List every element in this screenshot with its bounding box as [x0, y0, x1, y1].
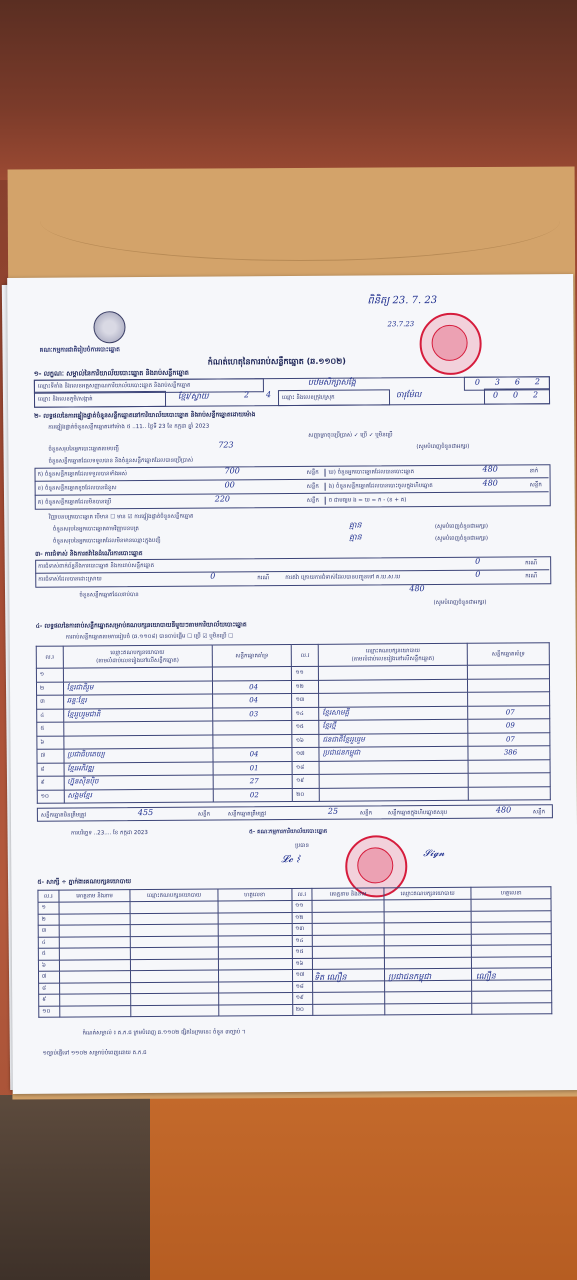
- chair-signature: 𝓛𝓬 ⌇: [281, 853, 300, 866]
- witness-cell: [59, 959, 131, 971]
- floor-area: [0, 1095, 160, 1280]
- witness-cell: [218, 981, 292, 993]
- witness-cell: [218, 924, 292, 936]
- row-party: [64, 735, 213, 750]
- code-digit-2: 3: [494, 377, 501, 387]
- witness-no: ២០: [292, 1004, 313, 1016]
- row-no: ១៤: [292, 707, 319, 721]
- row-party: ខ្មែរជាតិរួម: [63, 681, 212, 696]
- witness-no: ១៥: [292, 946, 313, 958]
- row-no: ៤: [37, 709, 64, 723]
- code2-digit-3: 2: [532, 390, 539, 400]
- witness-cell: [131, 936, 218, 948]
- row-no: ១៧: [292, 747, 319, 761]
- row-votes: 03: [212, 707, 292, 721]
- witness-cell: [472, 1002, 552, 1014]
- section2-total-label: ចំនួនសរុបនៃអ្នកបោះឆ្នោតតាមបញ្ជី: [48, 446, 119, 453]
- row-votes: [468, 786, 550, 800]
- section2-bullet2: ចំនួនសរុបនៃអ្នកបោះឆ្នោតដែលមិនមានឈ្មោះក្នុងបញ្ជី: [52, 537, 161, 545]
- witness-cell: [472, 956, 552, 968]
- row-votes: 04: [212, 680, 292, 694]
- section2-bullet1-words: (សូមបំពេញចំនួនជាអក្សរ): [434, 523, 488, 531]
- witness-cell: [59, 936, 131, 948]
- witness-no: ១៣: [292, 923, 313, 935]
- section4-title: ៤- លទ្ធផលនៃការរាប់សន្លឹកឆ្នោតសម្រាប់គណបក្សនយោបាយនីមួយៗតាមការិយាល័យបោះឆ្នោត: [35, 621, 247, 630]
- section5-title: ៥- សាក្សី ÷ ភ្នាក់ងារគណបក្សនយោបាយ: [37, 878, 132, 886]
- section2-bullet2-value: គ្មាន: [348, 532, 362, 542]
- witness-cell: [131, 947, 218, 959]
- section4-committee: ៥- គណៈកម្មការការិយាល័យបោះឆ្នោត: [249, 828, 328, 836]
- section2-row: គ) ចំនួនសន្លឹកឆ្នោតដែលមិនបានប្រើ 220 សន្លឹក ច ជាមធ្យម ង = ឃ = ក - (ខ + គ): [37, 494, 407, 506]
- chair-label: ប្រធាន: [295, 842, 310, 849]
- official-stamp-top: [419, 313, 481, 375]
- row-votes: [212, 667, 292, 681]
- section3-row2-value: 0: [210, 571, 216, 581]
- section2-note: ចំនួនសន្លឹកឆ្នោតដែលទទួលបាន និងចំនួនសន្លឹកឆ្នោតដែលបានប្រើប្រាស់: [48, 457, 194, 465]
- section2-bullet1-value: គ្មាន: [348, 520, 362, 530]
- witness-cell: [130, 901, 217, 913]
- wood-surface-bottom: [150, 1085, 577, 1280]
- row-votes: 02: [213, 788, 293, 802]
- row-party: ខ្មែរអភិវឌ្ឍ: [64, 762, 213, 777]
- witness-cell: [471, 910, 551, 922]
- witness-cell: [312, 900, 384, 912]
- row-votes: [468, 678, 550, 692]
- row-party: ឆន្ទៈខ្មែរ: [63, 694, 212, 709]
- row-votes: [468, 773, 550, 787]
- row-no: ៩: [37, 776, 64, 790]
- section1-row1-value: បឋមសិក្សាសង្កែ: [307, 377, 356, 387]
- section2-row: ក) ចំនួនសន្លឹកឆ្នោតដែលទទួលបានទាំងអស់ 700 សន្លឹក ឃ) ចំនួនអ្នកបោះឆ្នោតដែលបានបោះឆ្នោត 480 នាក់: [34, 464, 548, 482]
- witness-cell: [218, 935, 292, 947]
- row-party: [319, 787, 468, 802]
- row-party: ជនជាតិខ្មែររួបរួម: [319, 733, 468, 748]
- org-label: គណៈកម្មការជាតិរៀបចំការបោះឆ្នោត: [39, 346, 120, 354]
- footer-note: កំណត់សម្គាល់ ៖ គ.ក.ជ ក្រមបំពេញ ឆ.១១០២ ផ្សិតនៃក្រមនេះ ចំនួន ៣ច្បាប់ ។: [82, 1029, 246, 1037]
- section3-title: ៣- ការជំទាស់ និងការតវ៉ានៃដំណើរការបោះឆ្នោត: [35, 550, 143, 558]
- witness-cell: [59, 994, 131, 1006]
- section2-bullet2-words: (សូមបំពេញចំនួនជាអក្សរ): [434, 535, 489, 543]
- code-digit-4: 2: [534, 377, 541, 387]
- witness-cell: [313, 957, 385, 969]
- row-votes: 01: [213, 761, 293, 775]
- col-party-right: ឈ្មោះគណបក្សនយោបាយ (តាមលំដាប់លេខរៀងនៅលើសន្លឹកឆ្នោត): [318, 643, 467, 666]
- section3-row1-value: 0: [475, 556, 481, 566]
- witness-no: ៦: [38, 960, 59, 972]
- witness-cell: [59, 948, 131, 960]
- section2-line-a: ការផ្ទៀងផ្ទាត់ចំនួនសន្លឹកឆ្នោតនៅម៉ោង ៥ ..11.. ថ្ងៃទី 23 ខែ កក្កដា ឆ្នាំ 2023: [48, 423, 210, 431]
- section3-total-label: ចំនួនសន្លឹកឆ្នោតដែលរាប់បាន: [79, 592, 139, 599]
- row-party: [319, 773, 468, 788]
- witness-no: ១៦: [292, 958, 313, 970]
- section5-witness-table: ល.រ គោត្តនាម និងនាម ឈ្មោះគណបក្សនយោបាយ ហត្ថលេខា ល.រ គោត្តនាម និងនាម ឈ្មោះគណបក្សនយោបាយ ហត្ថលេខា ១ ១១ ២ ១២ ៣ ១៣ ៤ ១៤ ៥ ១៥ ៦ ១៦ ៧ ១៧ ៨ ១៨ ៩ ១៩ ១០ ២០: [37, 886, 552, 1018]
- section2-bullet1: ចំនួនសរុបនៃអ្នកបោះឆ្នោតតាមវិញ្ញាបនបត្រ: [52, 526, 139, 533]
- row-party: [319, 692, 468, 707]
- section3-total-words: (សូមបំពេញចំនួនជាអក្សរ): [433, 599, 487, 607]
- col-no-right: ល.រ: [292, 644, 319, 666]
- witness-cell: [385, 991, 472, 1003]
- witness-cell: [313, 1003, 385, 1015]
- witness-no: ១៩: [292, 992, 313, 1004]
- witness-cell: [385, 1003, 472, 1015]
- witness-cell: [218, 912, 292, 924]
- row-party: ហ្វ៊ុនស៊ិនប៉ិច: [64, 775, 213, 790]
- top-date-note: 23.7.23: [387, 320, 415, 329]
- section4-summary-row: សន្លឹកឆ្នោតមិនត្រឹមត្រូវ 455 សន្លឹក សន្លឹកឆ្នោតត្រឹមត្រូវ 25 សន្លឹក សន្លឹកឆ្នោតក្នុងហិបឆ្នោតសរុប 480 សន្លឹក: [37, 804, 553, 822]
- witness-cell: [59, 902, 131, 914]
- witness-sign: ណឿន: [476, 971, 496, 981]
- row-votes: 07: [468, 705, 550, 719]
- row-votes: [212, 721, 292, 735]
- section3-total-value: 480: [409, 584, 425, 594]
- witness-no: ៧: [38, 971, 59, 983]
- witness-name: ទិត ណឿន: [314, 972, 347, 982]
- witness-cell: [472, 933, 552, 945]
- witness-cell: [59, 925, 131, 937]
- col-votes-right: សន្លឹកឆ្នោតគាំទ្រ: [467, 643, 549, 666]
- row-no: ១១: [292, 666, 319, 680]
- col-party: ឈ្មោះគណបក្សនយោបាយ (តាមលំដាប់លេខរៀងនៅលើសន្លឹកឆ្នោត): [63, 645, 212, 668]
- witness-cell: [218, 993, 292, 1005]
- section1-row2-label: ឈ្មោះ និងលេខភូមិ/សង្កាត់: [37, 396, 93, 403]
- witness-cell: [313, 992, 385, 1004]
- section1-row2-label-b: ឈ្មោះ និងលេខក្រុង/ស្រុក: [281, 394, 335, 402]
- section4-date-line: ការបរិច្ឆេទ ..23.... ខែ កក្កដា 2023: [71, 830, 148, 837]
- witness-cell: [131, 1005, 218, 1017]
- witness-row: [39, 1002, 552, 1017]
- col-votes: សន្លឹកឆ្នោតគាំទ្រ: [212, 645, 292, 668]
- witness-cell: [131, 924, 218, 936]
- row-party: ប្រជាធិបតេយ្យ: [64, 748, 213, 763]
- witness-cell: [59, 982, 131, 994]
- section1-title: ១- លក្ខណៈ សម្គាល់នៃការិយាល័យបោះឆ្នោត និងរាប់សន្លឹកឆ្នោត: [33, 368, 189, 378]
- witness-cell: [218, 947, 292, 959]
- witness-cell: [59, 971, 131, 983]
- witness-no: ៨: [39, 983, 60, 995]
- witness-cell: [218, 970, 292, 982]
- row-party: ខ្មែរថ្មី: [319, 719, 468, 734]
- witness-cell: [131, 970, 218, 982]
- row-party: ប្រជាជនកម្ពុជា: [319, 746, 468, 761]
- col-no: ល.រ: [36, 646, 63, 668]
- row-votes: [212, 734, 292, 748]
- witness-cell: [313, 934, 385, 946]
- section1-row2-value-c: 4: [265, 390, 272, 400]
- section3-row2-label-b: ការតវ៉ា ក្រោយការជំទាស់ដែលបានបញ្ជូនទៅ គ.ឃ.ស.ឃ: [285, 574, 401, 582]
- witness-no: ១២: [292, 912, 313, 924]
- form-title: កំណត់ហេតុនៃការរាប់សន្លឹកឆ្នោត (ឆ.១១០២): [207, 356, 346, 367]
- row-no: ៧: [37, 749, 64, 763]
- row-party: [63, 721, 212, 736]
- row-no: ១៦: [292, 734, 319, 748]
- row-party: ខ្មែរសាមគ្គី: [319, 706, 468, 721]
- section2-title: ២- លទ្ធផលនៃការផ្ទៀងផ្ទាត់ចំនួនសន្លឹកឆ្នោតនៅការិយាល័យបោះឆ្នោត និងរាប់សន្លឹកឆ្នោតដោយម៉ោង: [34, 411, 256, 420]
- sum-c-value: 480: [495, 805, 512, 815]
- section1-row1-label: ឈ្មោះទីតាំង និងលេខអត្តសញ្ញាណការិយាល័យបោះឆ្នោត និងរាប់សន្លឹកឆ្នោត: [37, 382, 191, 390]
- row-no: ១០: [37, 790, 64, 804]
- witness-cell: [384, 911, 471, 923]
- row-no: ១៨: [292, 761, 319, 775]
- form-document: គណៈកម្មការជាតិរៀបចំការបោះឆ្នោត ពិនិត្យ​ 23. 7. 23 23.7.23 កំណត់ហេតុនៃការរាប់សន្លឹកឆ្នោត (ឆ.១១០២) ១- លក្ខណៈ សម្គាល់នៃការិយាល័យបោះឆ្នោត និងរាប់សន្លឹកឆ្នោត ឈ្មោះទីតាំង និងលេខអត្តសញ្ញាណការិយាល័យបោះឆ្នោត និងរាប់សន្លឹកឆ្នោត បឋមសិក្សាសង្កែ 0 3 6 2 ឈ្មោះ និងលេខភូមិ/សង្កាត់ ខ្មែរ/ស្វាយ 2 4 ឈ្មោះ និងលេខក្រុង/ស្រុក ចារុម៉ែល 0 0 2 ២- លទ្ធផលនៃការផ្ទៀងផ្ទាត់ចំនួនសន្លឹកឆ្នោតនៅការិយាល័យបោះឆ្នោត និងរាប់សន្លឹកឆ្នោតដោយម៉ោង ការផ្ទៀងផ្ទាត់ចំនួនសន្លឹកឆ្នោតនៅម៉ោង ៥ ..11.. ថ្ងៃទី 23 ខែ កក្កដា ឆ្នាំ 2023 សញ្ញាត្រាចុះប្រើប្រាស់ ✓ ប្រើ ✓ ឬមិនប្រើ ចំនួនសរុបនៃអ្នកបោះឆ្នោតតាមបញ្ជី 723 (សូមបំពេញចំនួនជាអក្សរ) ចំនួនសន្លឹកឆ្នោតដែលទទួលបាន និងចំនួនសន្លឹកឆ្នោតដែលបានប្រើប្រាស់ ក) ចំនួនសន្លឹកឆ្នោតដែលទទួលបានទាំងអស់ 700 សន្លឹក ឃ) ចំនួនអ្នកបោះឆ្នោតដែលបានបោះឆ្នោត 480 នាក់ ខ) ចំនួនសន្លឹកឆ្នោតខូចដែលបានជំនួស 00 សន្លឹក ង) ចំនួនសន្លឹកឆ្នោតដែលបានបោះចូលក្នុងហិបឆ្នោត 480 សន្លឹក គ) ចំនួនសន្លឹកឆ្នោតដែលមិនបានប្រើ 220 សន្លឹក ច ជាមធ្យម ង = ឃ = ក - (ខ + គ) វិញ្ញាបនបត្របោះឆ្នោត បើមាន ☐ មាន ☑ ការផ្ទៀងផ្ទាត់ចំនួនសន្លឹកឆ្នោត ចំនួនសរុបនៃអ្នកបោះឆ្នោតតាមវិញ្ញាបនបត្រ គ្មាន (សូមបំពេញចំនួនជាអក្សរ) ចំនួនសរុបនៃអ្នកបោះឆ្នោតដែលមិនមានឈ្មោះក្នុងបញ្ជី គ្មាន (សូមបំពេញចំនួនជាអក្សរ) ៣- ការជំទាស់ និងការតវ៉ានៃដំណើរការបោះឆ្នោត ការជំទាស់ពាក់ព័ន្ធនឹងការបោះឆ្នោត និងការរាប់សន្លឹកឆ្នោត 0 ករណី ការជំទាស់ដែលបានដោះស្រាយ 0 ករណី ការតវ៉ា ក្រោយការជំទាស់ដែលបានបញ្ជូនទៅ គ.ឃ.ស.ឃ 0 ករណី ចំនួនសន្លឹកឆ្នោតដែលរាប់បាន 480 (សូមបំពេញចំនួនជាអក្សរ) ៤- លទ្ធផលនៃការរាប់សន្លឹកឆ្នោតសម្រាប់គណបក្សនយោបាយនីមួយៗតាមការិយាល័យបោះឆ្នោត ការរាប់សន្លឹកឆ្នោតតាមការរៀបចំ (ឆ.១១០៨) បានចាប់ផ្តើម ☐ ប្រើ ☑ ឬមិនប្រើ ☐ ល.រ ឈ្មោះគណបក្សនយោបាយ (តាមលំដាប់លេខរៀងនៅលើសន្លឹកឆ្នោត) សន្លឹកឆ្នោតគាំទ្រ ល.រ ឈ្មោះគណបក្សនយោបាយ (តាមលំដាប់លេខរៀងនៅលើសន្លឹកឆ្នោត) សន្លឹកឆ្នោតគាំទ្រ ១ ១១ ២ ខ្មែរជាតិរួម 04 ១២ ៣ ឆន្ទៈខ្មែរ 04 ១៣ ៤ ខ្មែររួបរួមជាតិ 03 ១៤ ខ្មែរសាមគ្គី 07 ៥ ១៥ ខ្មែរថ្មី 09 ៦ ១៦ ជនជាតិខ្មែររួបរួម 07 ៧ ប្រជាធិបតេយ្យ 04 ១៧ ប្រជាជនកម្ពុជា 386 ៨ ខ្មែរអភិវឌ្ឍ 01 ១៨ ៩ ហ្វ៊ុនស៊ិនប៉ិច 27 ១៩ ១០ សង្គមខ្មែរ 02 ២០ សន្លឹកឆ្នោតមិនត្រឹមត្រូវ 455 សន្លឹក សន្លឹកឆ្នោតត្រឹមត្រូវ 25 សន្លឹក សន្លឹកឆ្នោតក្នុងហិបឆ្នោតសរុប 480 សន្លឹក ការបរិច្ឆេទ ..23.... ខែ កក្កដា 2023 ៥- គណៈកម្មការការិយាល័យបោះឆ្នោត ប្រធាន 𝓛𝓬 ⌇ 𝓢𝓲𝓰𝓷 ៥- សាក្សី ÷ ភ្នាក់ងារគណបក្សនយោបាយ ល.រ គោត្តនាម និងនាម ឈ្មោះគណបក្សនយោបាយ ហត្ថលេខា ល.រ គោត្តនាម និងនាម ឈ្មោះគណបក្សនយោបាយ ហត្ថលេខា ១ ១១ ២ ១២ ៣ ១៣ ៤ ១៤ ៥ ១៥ ៦ ១៦ ៧ ១៧ ៨ ១៨ ៩ ១៩ ១០ ២០ ទិត ណឿន ប្រជាជនកម្ពុជា ណឿន កំណត់សម្គាល់ ៖ គ.ក.ជ ក្រមបំពេញ ឆ.១១០២ ផ្សិតនៃក្រមនេះ ចំនួន ៣ច្បាប់ ។ ១ច្បាប់ផ្ញើទៅ ១១០២ សម្រាប់បំពេញដោយ គ.ក.ជ: [7, 274, 577, 1094]
- witness-cell: [131, 982, 218, 994]
- witness-cell: [472, 945, 552, 957]
- sum-b-value: 25: [327, 806, 339, 816]
- row-votes: 09: [468, 719, 550, 733]
- witness-cell: [131, 993, 218, 1005]
- footer-line2: ១ច្បាប់ផ្ញើទៅ ១១០២ សម្រាប់បំពេញដោយ គ.ក.ជ: [42, 1050, 147, 1057]
- row-votes: 27: [213, 775, 293, 789]
- section3-row2-value-b: 0: [475, 569, 481, 579]
- witness-cell: [472, 922, 552, 934]
- code2-digit-2: 0: [512, 390, 519, 400]
- section2-line-b: សញ្ញាត្រាចុះប្រើប្រាស់ ✓ ប្រើ ✓ ឬមិនប្រើ: [308, 432, 393, 439]
- section1-row2-value-a: ខ្មែរ/ស្វាយ: [177, 391, 209, 401]
- witness-cell: [131, 959, 218, 971]
- witness-cell: [313, 946, 385, 958]
- section1-row2-value-d: ចារុម៉ែល: [395, 390, 422, 400]
- witness-cell: [312, 911, 384, 923]
- section2-total-value: 723: [218, 440, 234, 450]
- witness-no: ១: [38, 902, 59, 914]
- row-party: [319, 665, 468, 680]
- witness-cell: [131, 913, 218, 925]
- witness-no: ១៧: [292, 969, 313, 981]
- section2-check-line: វិញ្ញាបនបត្របោះឆ្នោត បើមាន ☐ មាន ☑ ការផ្ទៀងផ្ទាត់ចំនួនសន្លឹកឆ្នោត: [48, 513, 194, 521]
- witness-cell: [384, 957, 471, 969]
- row-votes: [468, 692, 550, 706]
- witness-no: ១៤: [292, 935, 313, 947]
- witness-cell: [60, 1005, 132, 1017]
- witness-party: ប្រជាជនកម្ពុជា: [388, 972, 432, 982]
- witness-no: ៩: [39, 994, 60, 1006]
- witness-no: ២: [38, 914, 59, 926]
- row-no: ១២: [292, 680, 319, 694]
- row-votes: 04: [213, 748, 293, 762]
- witness-cell: [384, 922, 471, 934]
- row-no: ៣: [37, 695, 64, 709]
- code-digit-3: 6: [514, 377, 521, 387]
- witness-cell: [471, 899, 551, 911]
- witness-cell: [384, 899, 471, 911]
- row-no: ២០: [293, 788, 320, 802]
- witness-cell: [384, 934, 471, 946]
- row-votes: [467, 665, 549, 679]
- witness-cell: [59, 913, 131, 925]
- emblem-icon: [93, 311, 125, 343]
- wood-surface-top: [0, 0, 577, 180]
- row-votes: 386: [468, 746, 550, 760]
- row-votes: 07: [468, 732, 550, 746]
- row-no: ៦: [37, 736, 64, 750]
- witness-no: ១១: [292, 900, 313, 912]
- row-no: ២: [36, 682, 63, 696]
- row-party: ខ្មែររួបរួមជាតិ: [63, 708, 212, 723]
- section2-row: ខ) ចំនួនសន្លឹកឆ្នោតខូចដែលបានជំនួស 00 សន្លឹក ង) ចំនួនសន្លឹកឆ្នោតដែលបានបោះចូលក្នុងហិបឆ្នោត 480 សន្លឹក: [35, 478, 549, 496]
- row-no: ១៩: [293, 774, 320, 788]
- witness-cell: [312, 923, 384, 935]
- witness-cell: [219, 1004, 293, 1016]
- row-party: [63, 667, 212, 682]
- row-no: ១៣: [292, 693, 319, 707]
- section4-results-table: [36, 642, 551, 804]
- section2-total-words: (សូមបំពេញចំនួនជាអក្សរ): [416, 443, 470, 451]
- sum-a-value: 455: [137, 807, 154, 818]
- code2-digit-1: 0: [492, 390, 499, 400]
- witness-no: ១៨: [292, 981, 313, 993]
- row-no: ១៥: [292, 720, 319, 734]
- code-digit-1: 0: [474, 377, 481, 387]
- section1-row2-value-b: 2: [243, 390, 250, 400]
- witness-no: ៥: [38, 948, 59, 960]
- row-party: សង្គមខ្មែរ: [64, 789, 213, 804]
- section3-row1-label: ការជំទាស់ពាក់ព័ន្ធនឹងការបោះឆ្នោត និងការរាប់សន្លឹកឆ្នោត: [38, 562, 155, 570]
- table-row: [37, 786, 550, 803]
- witness-no: ៤: [38, 937, 59, 949]
- row-no: ១: [36, 668, 63, 682]
- witness-no: ១០: [39, 1006, 60, 1018]
- row-votes: 04: [212, 694, 292, 708]
- row-party: [319, 679, 468, 694]
- top-handwritten-note: ពិនិត្យ​ 23. 7. 23: [367, 294, 438, 307]
- witness-cell: [472, 991, 552, 1003]
- row-party: [319, 760, 468, 775]
- row-votes: [468, 759, 550, 773]
- witness-cell: [218, 901, 292, 913]
- row-no: ៨: [37, 763, 64, 777]
- section3-row2-label: ការជំទាស់ដែលបានដោះស្រាយ: [38, 576, 102, 583]
- row-no: ៥: [37, 722, 64, 736]
- witness-cell: [218, 958, 292, 970]
- section4-subtitle: ការរាប់សន្លឹកឆ្នោតតាមការរៀបចំ (ឆ.១១០៨) បានចាប់ផ្តើម ☐ ប្រើ ☑ ឬមិនប្រើ ☐: [65, 633, 234, 641]
- witness-cell: [384, 945, 471, 957]
- witness-no: ៣: [38, 925, 59, 937]
- secretary-signature: 𝓢𝓲𝓰𝓷: [423, 848, 445, 860]
